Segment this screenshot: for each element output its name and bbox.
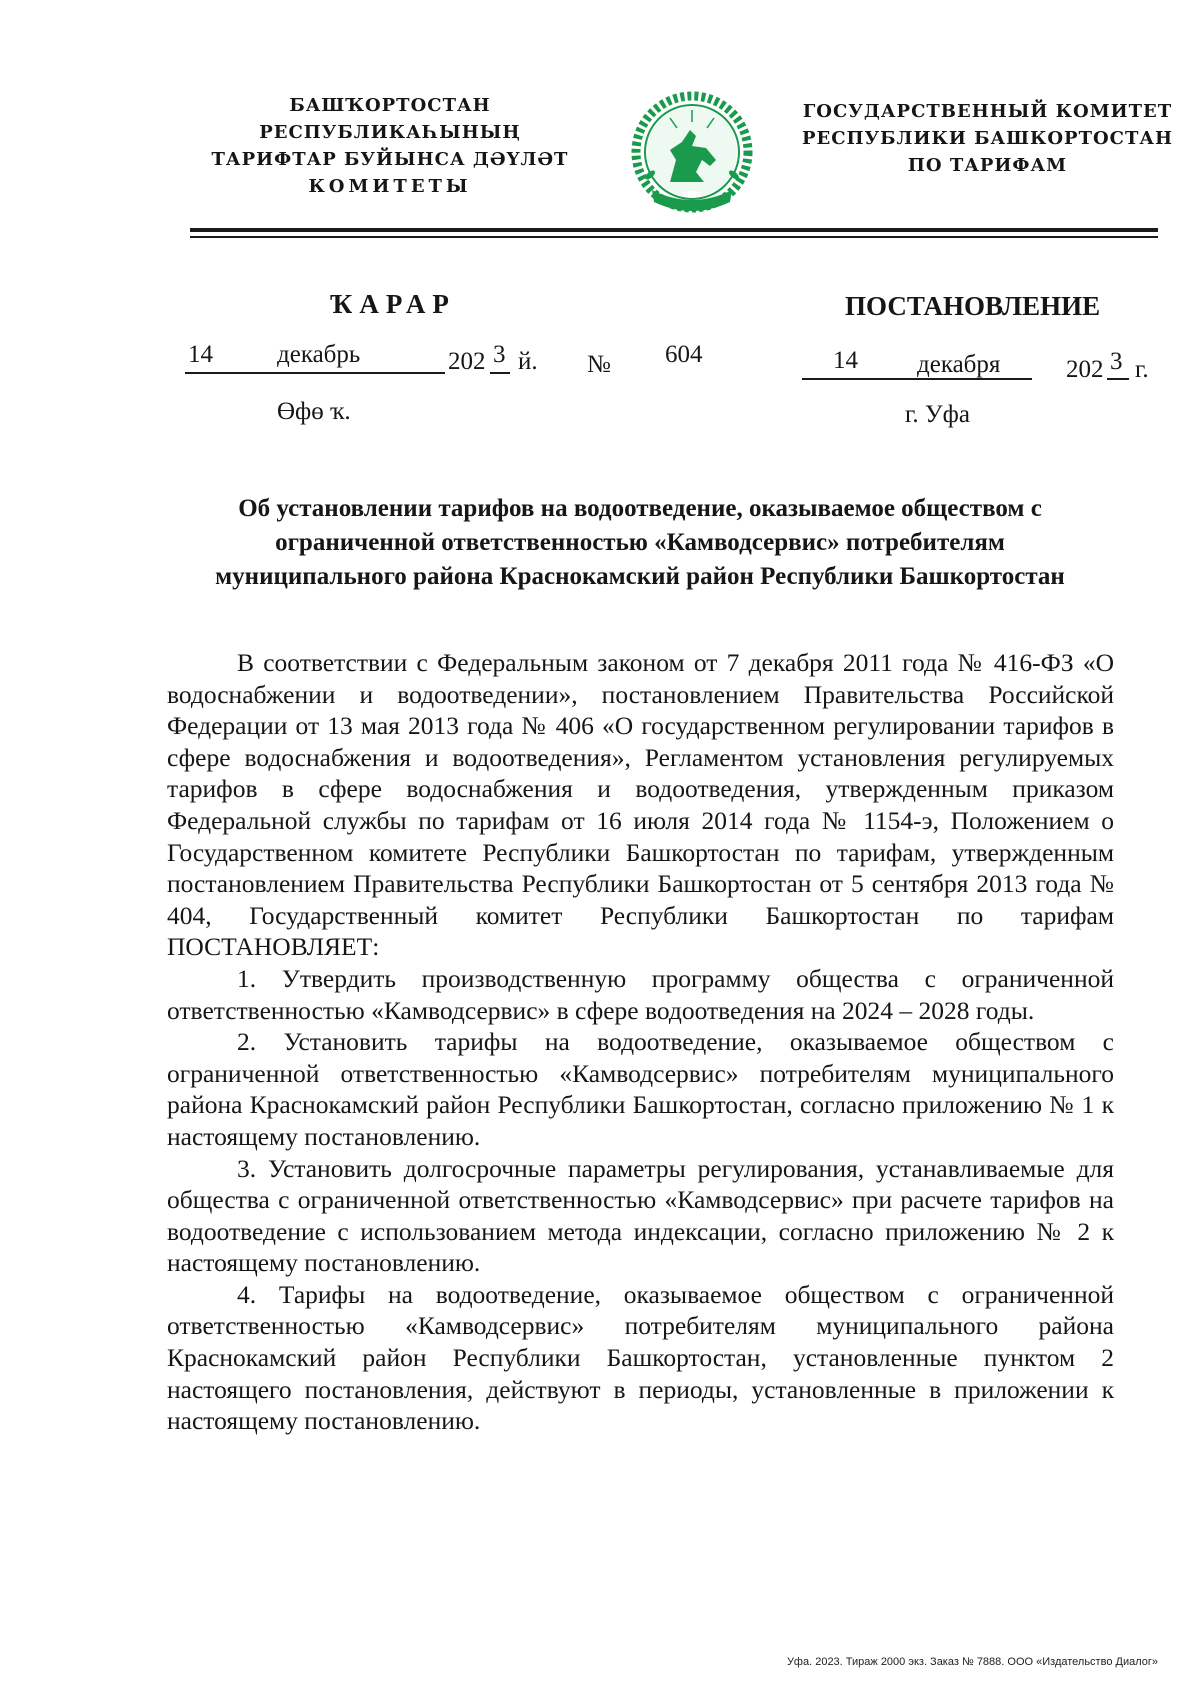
document-body <box>167 647 1114 1437</box>
doc-kind-bashkir: ҠАРАР <box>330 289 456 319</box>
header-org-bashkir-line: ТАРИФТАР БУЙЫНСА ДӘҮЛӘТ <box>211 149 569 170</box>
body-paragraph-item-2: 2. Установить тарифы на водоотведение, оказываемое обществом с ограниченной ответственностью «Камводсервис» потребителям муниципального района Краснокамский район Республики Башкортостан, согласно приложению № 1 к настоящему постановлению. <box>167 1027 1114 1151</box>
body-paragraph-preamble: В соответствии с Федеральным законом от 7 декабря 2011 года № 416-ФЗ «О водоснабжении и водоотведении», постановлением Правительства Российской Федерации от 13 мая 2013 года № 406 «О государственном регулировании тарифов в сфере водоснабжения и водоотведения», Регламентом установления регулируемых тарифов в сфере водоснабжения и водоотведения, утвержденным приказом Федеральной службы по тарифам от 16 июля 2014 года № 1154-э, Положением о Государственном комитете Республики Башкортостан по тарифам, утвержденным постановлением Правительства Республики Башкортостан от 5 сентября 2013 года № 404, Государственный комитет Республики Башкортостан по тарифам ПОСТАНОВЛЯЕТ: <box>167 648 1114 962</box>
body-paragraph-item-3: 3. Установить долгосрочные параметры регулирования, устанавливаемые для общества с ограниченной ответственностью «Камводсервис» при расчете тарифов на водоотведение с использованием метода индексации, согласно приложению № 2 к настоящему постановлению. <box>167 1153 1114 1278</box>
document-title: Об установлении тарифов на водоотведение, оказываемое обществом с ограниченной ответственностью «Камводсервис» потребителям муниципального района Краснокамский район Республики Башкортостан <box>215 495 1065 590</box>
header-divider-thick <box>190 228 1158 232</box>
header-org-bashkir <box>180 92 600 200</box>
date-year-suffix-left: й. <box>518 348 538 375</box>
date-month-left: декабрь <box>277 341 361 368</box>
number-sign: № <box>587 351 611 378</box>
place-bashkir: Өфө ҡ. <box>277 398 351 425</box>
document-number: 604 <box>665 341 703 368</box>
date-day-right: 14 <box>833 347 858 374</box>
header-org-russian-line: ГОСУДАРСТВЕННЫЙ КОМИТЕТ <box>802 101 1173 122</box>
date-year-suffix-right: г. <box>1135 356 1149 383</box>
header-org-russian-line: ПО ТАРИФАМ <box>907 155 1068 176</box>
header-org-bashkir-line: БАШҠОРТОСТАН РЕСПУБЛИКАҺЫНЫҢ <box>259 95 521 143</box>
header-org-russian <box>795 98 1180 179</box>
body-paragraph-item-1: 1. Утвердить производственную программу общества с ограниченной ответственностью «Камводсервис» в сфере водоотведения на 2024 – 2028 годы. <box>167 963 1114 1025</box>
place-russian: г. Уфа <box>905 401 970 428</box>
date-year-prefix-right: 202 <box>1066 356 1104 383</box>
header-org-russian-line: РЕСПУБЛИКИ БАШКОРТОСТАН <box>801 128 1174 149</box>
doc-kind-russian: ПОСТАНОВЛЕНИЕ <box>845 291 1101 321</box>
date-year-underline-left <box>490 372 510 374</box>
body-paragraph-item-4: 4. Тарифы на водоотведение, оказываемое обществом с ограниченной ответственностью «Камводсервис» потребителям муниципального района Краснокамский район Республики Башкортостан, установленные пунктом 2 настоящего постановления, действуют в периоды, установленные в приложении к настоящему постановлению. <box>167 1279 1114 1436</box>
bashkortostan-emblem-icon <box>630 90 755 225</box>
print-imprint: Уфа. 2023. Тираж 2000 экз. Заказ № 7888. ООО «Издательство Диалог» <box>786 1656 1158 1668</box>
date-year-digit-left: 3 <box>493 341 506 368</box>
date-day-left: 14 <box>188 341 213 368</box>
date-underline-left <box>185 372 445 374</box>
date-year-digit-right: 3 <box>1110 348 1123 375</box>
header-divider-thin <box>190 236 1158 238</box>
header-org-bashkir-line: КОМИТЕТЫ <box>308 176 472 197</box>
date-month-right: декабря <box>917 351 1001 378</box>
date-year-prefix-left: 202 <box>448 348 486 375</box>
date-year-underline-right <box>1107 378 1129 380</box>
